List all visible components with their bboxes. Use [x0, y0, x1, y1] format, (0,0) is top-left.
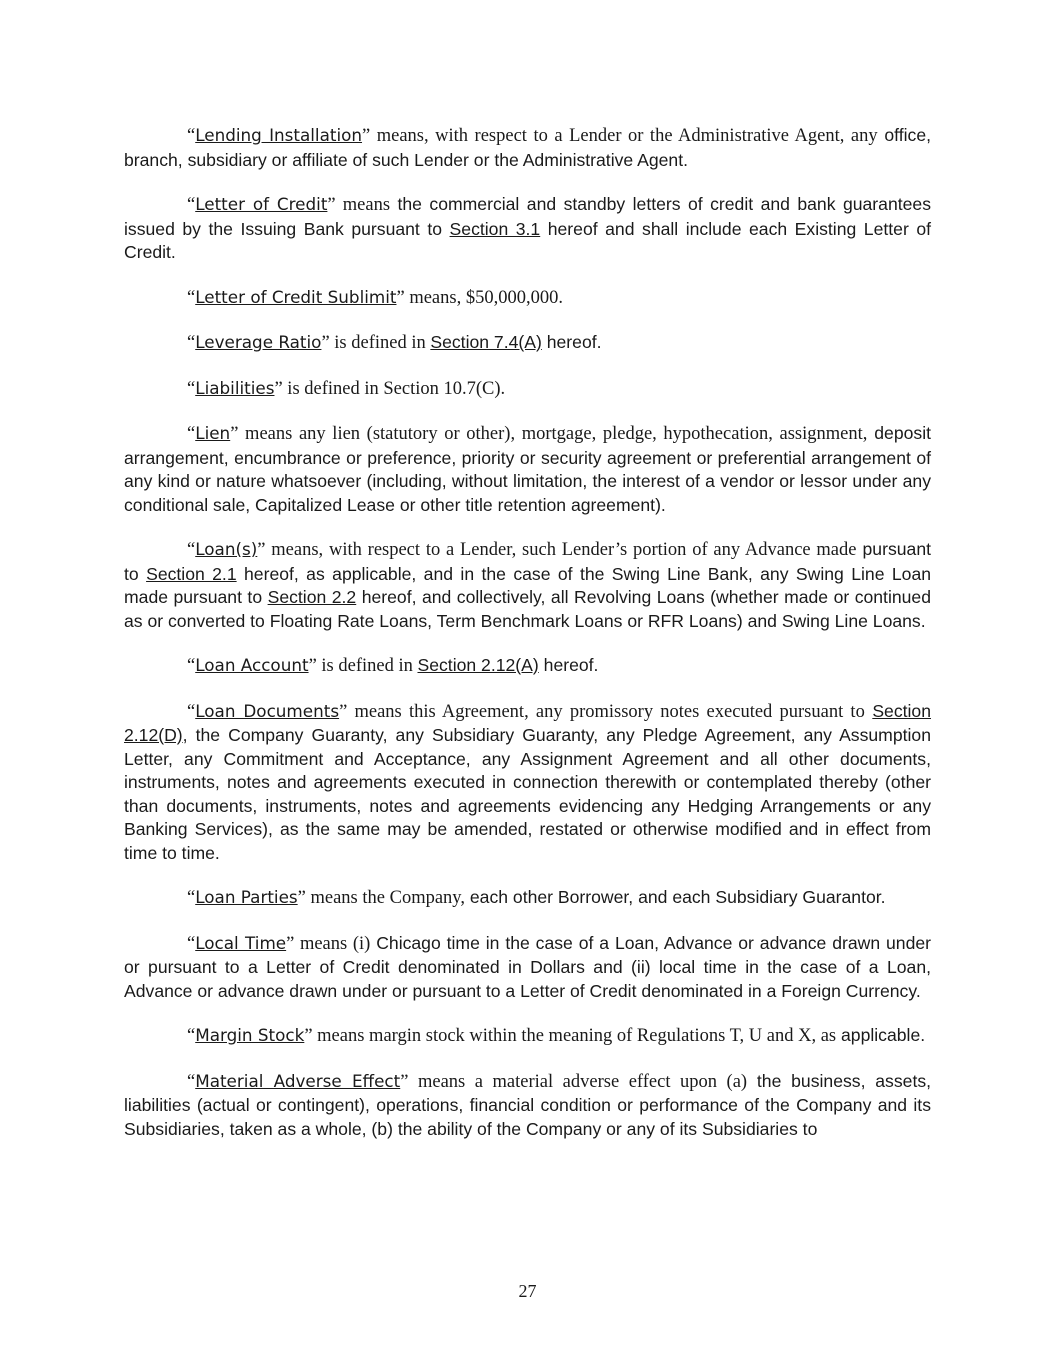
definition-liabilities: “Liabilities” is defined in Section 10.7(C).	[187, 377, 506, 399]
defined-term: Loan Parties	[195, 887, 298, 907]
defined-term: Margin Stock	[195, 1025, 305, 1045]
section-reference: Section 7.4(A)	[430, 332, 542, 352]
definition-margin-stock: “Margin Stock” means margin stock within the meaning of Regulations T, U and X, as applicable.	[187, 1025, 926, 1046]
defined-term: Loan Account	[195, 655, 309, 675]
document-page	[124, 124, 931, 1162]
defined-term: Loan(s)	[195, 539, 258, 559]
section-reference: Section 2.1	[146, 563, 237, 584]
defined-term: Loan Documents	[195, 700, 340, 721]
defined-term: Leverage Ratio	[195, 332, 322, 352]
definition-loan-account: “Loan Account” is defined in Section 2.12(A) hereof.	[187, 655, 599, 676]
definition-lien: “Lien” means any lien (statutory or other), mortgage, pledge, hypothecation, assignment, deposit arrangement, encumbrance or preference, priority or security agreement or preferential arrangement of any kind or nature whatsoever (including, without limitation, the interest of a vendor or lessor under any conditional sale, Capitalized Lease or other title retention agreement).	[124, 423, 931, 515]
section-reference: Section 2.2	[267, 587, 357, 607]
section-reference: Section 2.12(A)	[417, 655, 539, 675]
defined-term: Letter of Credit	[195, 194, 328, 214]
definition-loan-parties: “Loan Parties” means the Company, each other Borrower, and each Subsidiary Guarantor.	[187, 887, 886, 908]
defined-term: Lien	[195, 423, 231, 443]
section-reference: Section 2.12(D)	[124, 700, 931, 745]
section-reference: Section 3.1	[449, 218, 541, 239]
definition-letter-of-credit: “Letter of Credit” means the commercial and standby letters of credit and bank guarantees issued by the Issuing Bank pursuant to Section 3.1 hereof and shall include each Existing Letter of Credit.	[124, 194, 931, 262]
defined-term: Lending Installation	[195, 125, 363, 145]
definition-lending-installation: “Lending Installation” means, with respect to a Lender or the Administrative Agent, any office, branch, subsidiary or affiliate of such Lender or the Administrative Agent.	[124, 125, 931, 170]
definition-letter-of-credit-sublimit: “Letter of Credit Sublimit” means, $50,000,000.	[187, 286, 563, 308]
defined-term: Liabilities	[195, 377, 275, 398]
defined-term: Local Time	[195, 932, 287, 953]
definition-material-adverse-effect: “Material Adverse Effect” means a material adverse effect upon (a) the business, assets, liabilities (actual or contingent), operations, financial condition or performance of the Company and its Subsidiaries, taken as a whole, (b) the ability of the Company or any of its Subsidiaries to	[124, 1070, 932, 1139]
defined-term: Letter of Credit Sublimit	[195, 286, 397, 307]
definition-local-time: “Local Time” means (i) Chicago time in the case of a Loan, Advance or advance drawn under or pursuant to a Letter of Credit denominated in Dollars and (ii) local time in the case of a Loan, Advance or advance drawn under or pursuant to a Letter of Credit denominated in a Foreign Currency.	[124, 932, 931, 1001]
definition-loans: “Loan(s)” means, with respect to a Lender, such Lender’s portion of any Advance made pursuant to Section 2.1 hereof, as applicable, and in the case of the Swing Line Bank, any Swing Line Loan made pursuant to Section 2.2 hereof, and collectively, all Revolving Loans (whether made or continued as or converted to Floating Rate Loans, Term Benchmark Loans or RFR Loans) and Swing Line Loans.	[124, 539, 932, 631]
definition-loan-documents: “Loan Documents” means this Agreement, any promissory notes executed pursuant to Section 2.12(D), the Company Guaranty, any Subsidiary Guaranty, any Pledge Agreement, any Assumption Letter, any Commitment and Acceptance, any Assignment Agreement and all other documents, instruments, notes and agreements executed in connection therewith or contemplated thereby (other than documents, instruments, notes and agreements evidencing any Hedging Arrangements or any Banking Services), as the same may be amended, restated or otherwise modified and in effect from time to time.	[124, 700, 931, 863]
page-number: 27	[518, 1281, 537, 1301]
definition-leverage-ratio: “Leverage Ratio” is defined in Section 7.4(A) hereof.	[187, 332, 602, 353]
defined-term: Material Adverse Effect	[195, 1070, 401, 1091]
